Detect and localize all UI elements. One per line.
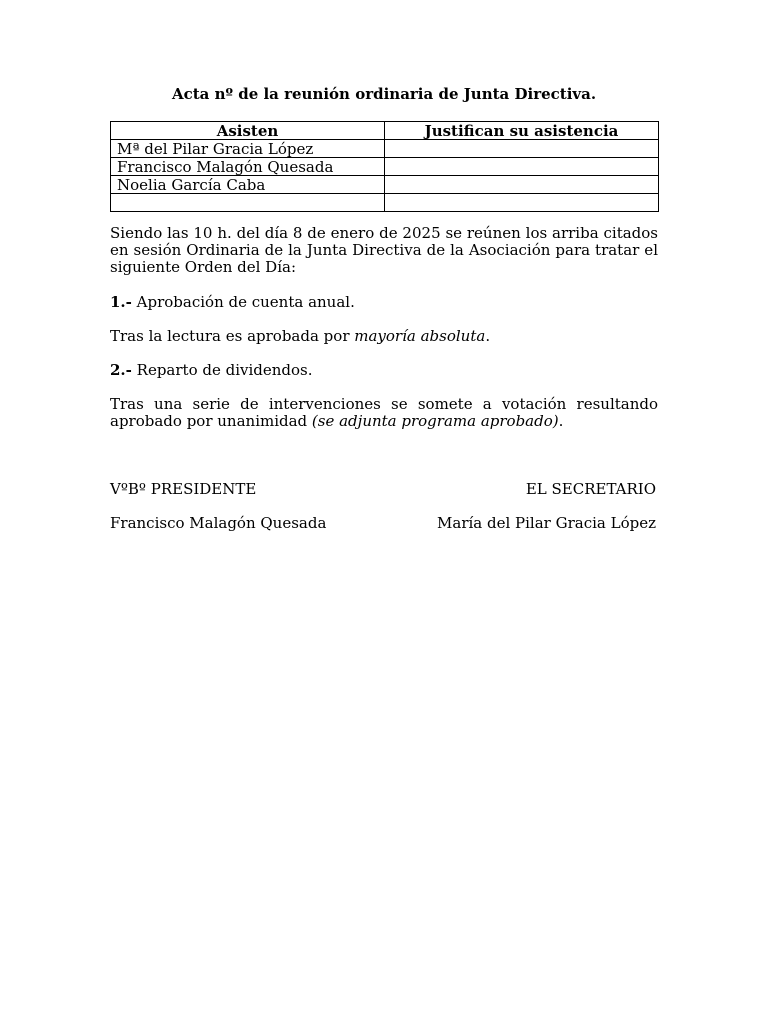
table-cell <box>111 194 385 212</box>
president-name: Francisco Malagón Quesada <box>110 514 327 532</box>
document-title: Acta nº de la reunión ordinaria de Junta Directiva. <box>171 85 597 103</box>
agenda-item-number: 2.- <box>110 361 132 379</box>
resolution-italic: (se adjunta programa aprobado) <box>311 412 559 430</box>
column-header-justify: Justifican su asistencia <box>385 122 659 140</box>
agenda-item-title: Aprobación de cuenta anual. <box>131 293 355 311</box>
secretary-name: María del Pilar Gracia López <box>437 514 656 532</box>
table-row <box>111 140 659 158</box>
attendance-table <box>110 121 659 212</box>
table-row <box>111 176 659 194</box>
agenda-item-1 <box>110 294 658 311</box>
table-cell: Noelia García Caba <box>111 176 385 194</box>
table-cell <box>385 140 659 158</box>
table-cell <box>385 176 659 194</box>
agenda-item-title: Reparto de dividendos. <box>131 361 313 379</box>
resolution-end: . <box>485 327 491 345</box>
table-cell: Francisco Malagón Quesada <box>111 158 385 176</box>
resolution-italic: mayoría absoluta <box>354 327 486 345</box>
table-cell <box>385 194 659 212</box>
agenda-item-2 <box>110 362 658 379</box>
column-header-attend: Asisten <box>111 122 385 140</box>
table-cell: Mª del Pilar Gracia López <box>111 140 385 158</box>
resolution-text: Tras una serie de intervenciones se somete a votación resultando aprobado por unanimidad <box>110 395 658 430</box>
agenda-item-2-resolution <box>110 396 658 430</box>
resolution-text: Tras la lectura es aprobada por <box>110 327 355 345</box>
table-header-row <box>111 122 659 140</box>
president-role: VºBº PRESIDENTE <box>110 480 257 498</box>
intro-paragraph: Siendo las 10 h. del día 8 de enero de 2025 se reúnen los arriba citados en sesión Ordinaria de la Junta Directiva de la Asociación para tratar el siguiente Orden del Día: <box>110 224 658 276</box>
secretary-role: EL SECRETARIO <box>525 480 656 498</box>
resolution-end: . <box>558 412 564 430</box>
table-cell <box>385 158 659 176</box>
agenda-item-number: 1.- <box>110 293 132 311</box>
agenda-item-1-resolution <box>110 328 658 345</box>
table-row <box>111 194 659 212</box>
table-row <box>111 158 659 176</box>
